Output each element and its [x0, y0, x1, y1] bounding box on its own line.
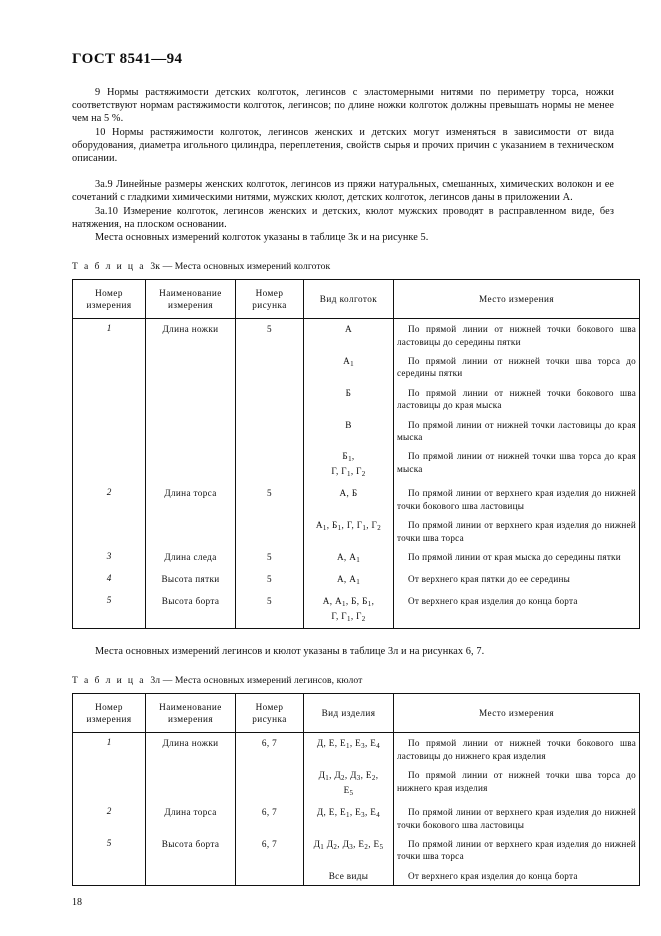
cell-measure-place: По прямой линии от верхнего края изделия до нижней точки шва торса [394, 834, 640, 866]
table-3k-caption-number: 3к [150, 261, 161, 273]
cell-product-kind: А, $А_1$, Б, $Б_1$, Г, $Г_1$, $Г_2$ [304, 591, 394, 629]
cell-product-kind: А [304, 319, 394, 351]
cell-measure-place: По прямой линии от нижней точки бокового шва ластовицы до середины пятки [394, 319, 640, 351]
table-3k-col-measure-name: Наименование измерения [146, 280, 236, 319]
table-3k-col-measure-number: Номер измерения [73, 280, 146, 319]
table-3l-caption [72, 674, 614, 687]
table-3k-head [73, 280, 640, 319]
standard-header: ГОСТ 8541—94 [72, 51, 183, 67]
cell-measure-number: 2 [73, 802, 146, 834]
spacer [72, 244, 614, 260]
cell-measure-name [146, 415, 236, 447]
cell-measure-number [73, 446, 146, 483]
cell-figure-number: 5 [236, 591, 304, 629]
table-3k-caption-label: Т а б л и ц а [72, 261, 146, 273]
spacer [72, 658, 614, 674]
cell-measure-place: По прямой линии от верхнего края изделия до нижней точки шва торса [394, 515, 640, 547]
cell-measure-place: По прямой линии от нижней точки шва торса до края мыска [394, 446, 640, 483]
table-3k-caption-dash: — [162, 261, 173, 273]
cell-product-kind: Все виды [304, 866, 394, 886]
cell-figure-number: 6, 7 [236, 834, 304, 866]
cell-product-kind: $Д_1$, $Д_2$, $Д_3$, $Е_2$, $Е_5$ [304, 765, 394, 802]
table-3l-head [73, 694, 640, 733]
cell-measure-place: От верхнего края изделия до конца борта [394, 591, 640, 629]
cell-measure-number: 4 [73, 569, 146, 591]
cell-measure-number: 3 [73, 547, 146, 569]
table-3k-col-measure-place: Место измерения [394, 280, 640, 319]
table-3k [72, 279, 640, 629]
cell-figure-number [236, 415, 304, 447]
cell-figure-number [236, 765, 304, 802]
cell-measure-place: По прямой линии от нижней точки шва торса до середины пятки [394, 351, 640, 383]
paragraph-3a10: 3а.10 Измерение колготок, легинсов женских и детских, кюлот мужских проводят в расправленном виде, без натяжения, на плоском основании. [72, 205, 614, 230]
cell-measure-place: По прямой линии от края мыска до середины пятки [394, 547, 640, 569]
cell-product-kind: $А_1$ [304, 351, 394, 383]
table-row [73, 351, 640, 383]
cell-figure-number [236, 515, 304, 547]
cell-figure-number [236, 383, 304, 415]
cell-measure-place: По прямой линии от верхнего края изделия до нижней точки бокового шва ластовицы [394, 802, 640, 834]
cell-figure-number [236, 866, 304, 886]
cell-measure-number: 5 [73, 834, 146, 866]
cell-product-kind: А, $А_1$ [304, 547, 394, 569]
cell-measure-name [146, 866, 236, 886]
paragraph-9: 9 Нормы растяжимости детских колготок, легинсов с эластомерными нитями по периметру торса, ножки соответствуют нормам растяжимости колготок, легинсов; по длине ножки колготок должны превышать нормы не менее чем на 5 %. [72, 87, 614, 125]
document-body [72, 86, 636, 886]
cell-measure-place: От верхнего края пятки до ее середины [394, 569, 640, 591]
cell-product-kind: В [304, 415, 394, 447]
table-3l-col-measure-number: Номер измерения [73, 694, 146, 733]
page-number: 18 [72, 897, 82, 908]
table-row [73, 415, 640, 447]
table-3l-caption-dash: — [162, 675, 173, 687]
paragraph-10: 10 Нормы растяжимости колготок, легинсов женских и детских могут изменяться в зависимости от вида оборудования, диаметра игольного цилиндра, переплетения, свойств сырья и прочих причин с указанием в техническом описании. [72, 126, 614, 165]
cell-measure-name [146, 446, 236, 483]
cell-figure-number: 5 [236, 547, 304, 569]
cell-measure-name [146, 383, 236, 415]
cell-figure-number: 5 [236, 569, 304, 591]
cell-measure-place: По прямой линии от нижней точки ластовицы до края мыска [394, 415, 640, 447]
cell-measure-name [146, 351, 236, 383]
table-row [73, 446, 640, 483]
table-3l-header-row [73, 694, 640, 733]
table-3l-caption-number: 3л [150, 675, 161, 687]
table-row [73, 802, 640, 834]
cell-measure-name: Высота борта [146, 834, 236, 866]
paragraph-3a9: 3а.9 Линейные размеры женских колготок, легинсов из пряжи натуральных, смешанных, химических волокон и ее сочетаний с гладкими химическими нитями, мужских кюлот, детских колготок, легинсов даны в приложении А. [72, 179, 614, 204]
table-row [73, 547, 640, 569]
cell-measure-number [73, 515, 146, 547]
cell-measure-number: 1 [73, 733, 146, 765]
paragraph-ref-table-3k: Места основных измерений колготок указаны в таблице 3к и на рисунке 5. [95, 232, 429, 244]
cell-figure-number: 6, 7 [236, 802, 304, 834]
cell-figure-number [236, 351, 304, 383]
table-3l-caption-label: Т а б л и ц а [72, 675, 146, 687]
cell-product-kind: $Д_1$ $Д_2$, $Д_3$, $Е_2$, $Е_5$ [304, 834, 394, 866]
table-3l [72, 693, 640, 886]
cell-measure-name: Высота пятки [146, 569, 236, 591]
table-3l-col-measure-place: Место измерения [394, 694, 640, 733]
table-3l-col-figure-number: Номер рисунка [236, 694, 304, 733]
cell-measure-number [73, 765, 146, 802]
table-3k-col-figure-number: Номер рисунка [236, 280, 304, 319]
table-3k-body [73, 319, 640, 629]
table-3k-caption-title: Места основных измерений колготок [174, 261, 331, 273]
table-row [73, 591, 640, 629]
cell-measure-name: Высота борта [146, 591, 236, 629]
table-row [73, 515, 640, 547]
cell-measure-name: Длина ножки [146, 319, 236, 351]
paragraph-ref-table-3l: Места основных измерений легинсов и кюлот указаны в таблице 3л и на рисунках 6, 7. [95, 646, 485, 658]
cell-measure-number [73, 866, 146, 886]
cell-measure-name: Длина торса [146, 802, 236, 834]
cell-figure-number: 5 [236, 319, 304, 351]
cell-measure-place: По прямой линии от нижней точки шва торса до нижнего края изделия [394, 765, 640, 802]
table-3k-caption [72, 260, 614, 273]
table-row [73, 834, 640, 866]
cell-measure-place: По прямой линии от нижней точки бокового шва ластовицы до края мыска [394, 383, 640, 415]
table-3l-col-product-kind: Вид изделия [304, 694, 394, 733]
table-row [73, 483, 640, 515]
cell-measure-place: По прямой линии от верхнего края изделия до нижней точки бокового шва ластовицы [394, 483, 640, 515]
table-row [73, 765, 640, 802]
cell-product-kind: Д, Е, $Е_1$, $Е_3$, $Е_4$ [304, 733, 394, 765]
table-row [73, 383, 640, 415]
cell-measure-number: 5 [73, 591, 146, 629]
cell-measure-number [73, 351, 146, 383]
table-3l-caption-title: Места основных измерений легинсов, кюлот [174, 675, 363, 687]
cell-measure-number [73, 415, 146, 447]
cell-product-kind: А, $А_1$ [304, 569, 394, 591]
cell-measure-number: 1 [73, 319, 146, 351]
cell-product-kind: $Б_1$, Г, $Г_1$, $Г_2$ [304, 446, 394, 483]
table-row [73, 569, 640, 591]
cell-measure-number: 2 [73, 483, 146, 515]
cell-measure-place: По прямой линии от нижней точки бокового шва ластовицы до нижнего края изделия [394, 733, 640, 765]
cell-figure-number [236, 446, 304, 483]
cell-figure-number: 6, 7 [236, 733, 304, 765]
cell-measure-name [146, 765, 236, 802]
table-3l-col-measure-name: Наименование измерения [146, 694, 236, 733]
table-row [73, 733, 640, 765]
cell-measure-name: Длина торса [146, 483, 236, 515]
cell-figure-number: 5 [236, 483, 304, 515]
table-row [73, 866, 640, 886]
cell-measure-name: Длина ножки [146, 733, 236, 765]
spacer [72, 165, 614, 178]
cell-product-kind: Д, Е, $Е_1$, $Е_3$, $Е_4$ [304, 802, 394, 834]
cell-measure-place: От верхнего края изделия до конца борта [394, 866, 640, 886]
table-3k-header-row [73, 280, 640, 319]
table-3l-body [73, 733, 640, 886]
spacer [72, 629, 614, 645]
cell-measure-name: Длина следа [146, 547, 236, 569]
cell-product-kind: А, Б [304, 483, 394, 515]
cell-product-kind: Б [304, 383, 394, 415]
cell-product-kind: $А_1$, $Б_1$, Г, $Г_1$, $Г_2$ [304, 515, 394, 547]
table-row [73, 319, 640, 351]
table-3k-col-product-kind: Вид колготок [304, 280, 394, 319]
cell-measure-name [146, 515, 236, 547]
cell-measure-number [73, 383, 146, 415]
